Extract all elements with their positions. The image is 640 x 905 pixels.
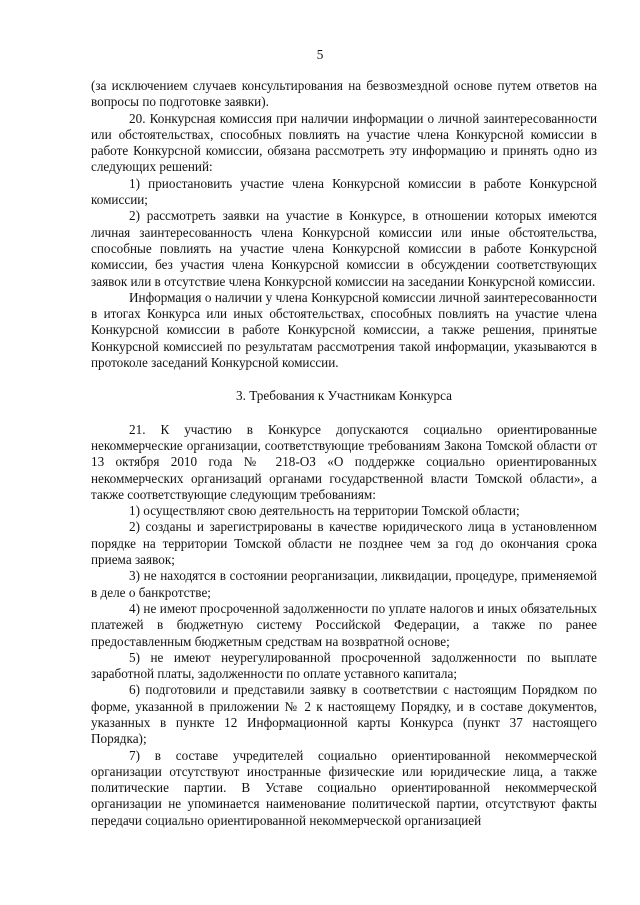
paragraph-continuation: (за исключением случаев консультирования на безвозмездной основе путем ответов на вопросы по подготовке заявки). (91, 78, 597, 110)
paragraph-item-21-2: 2) созданы и зарегистрированы в качестве юридического лица в установленном порядке на территории Томской области не позднее чем за год до окончания срока приема заявок; (91, 519, 597, 568)
paragraph-information: Информация о наличии у члена Конкурсной комиссии личной заинтересованности в итогах Конкурса или иных обстоятельствах, способных повлиять на участие члена Конкурсной комиссии в работе Конкурсной комиссии, а также решения, принятые Конкурсной комиссией по результатам рассмотрения такой информации, указываются в протоколе заседаний Конкурсной комиссии. (91, 289, 597, 371)
paragraph-item-21: 21. К участию в Конкурсе допускаются социально ориентированные некоммерческие организации, соответствующие требованиям Закона Томской области от 13 октября 2010 года № 218-ОЗ «О поддержке социально ориентированных некоммерческих организаций органами государственной власти Томской области», а также соответствующие следующим требованиям: (91, 421, 597, 502)
page-number: 5 (316, 47, 324, 62)
paragraph-item-21-4: 4) не имеют просроченной задолженности по уплате налогов и иных обязательных платежей в бюджетную систему Российской Федерации, а также по ранее предоставленным бюджетным средствам на возвратной основе; (91, 600, 597, 649)
paragraph-item-21-7: 7) в составе учредителей социально ориентированной некоммерческой организации отсутствуют иностранные физические или юридические лица, а также политические партии. В Уставе социально ориентированной некоммерческой организации не упоминается наименование политической партии, отсутствуют факты передачи социально ориентированной некоммерческой организацией (91, 747, 597, 828)
paragraph-item-21-3: 3) не находятся в состоянии реорганизации, ликвидации, процедуре, применяемой в деле о банкротстве; (91, 568, 597, 600)
paragraph-item-20-2: 2) рассмотреть заявки на участие в Конкурсе, в отношении которых имеются личная заинтересованность члена Конкурсной комиссии или иные обстоятельства, способные повлиять на участие члена Конкурсной комиссии в работе Конкурсной комиссии, без участия члена Конкурсной комиссии в обсуждении соответствующих заявок или в отсутствие члена Конкурсной комиссии на заседании Конкурсной комиссии. (91, 208, 597, 289)
paragraph-item-21-1: 1) осуществляют свою деятельность на территории Томской области; (129, 503, 520, 519)
paragraph-item-20: 20. Конкурсная комиссия при наличии информации о личной заинтересованности или обстоятельствах, способных повлиять на участие члена Конкурсной комиссии в работе Конкурсной комиссии, обязана рассмотреть эту информацию и принять одно из следующих решений: (91, 110, 597, 175)
paragraph-item-21-6: 6) подготовили и представили заявку в соответствии с настоящим Порядком по форме, указанной в приложении № 2 к настоящему Порядку, и в составе документов, указанных в пункте 12 Информационной карты Конкурса (пункт 37 настоящего Порядка); (91, 682, 597, 747)
paragraph-item-20-1: 1) приостановить участие члена Конкурсной комиссии в работе Конкурсной комиссии; (91, 175, 597, 208)
document-body (91, 78, 597, 829)
paragraph-item-21-5: 5) не имеют неурегулированной просроченной задолженности по выплате заработной платы, задолженности по оплате уставного капитала; (91, 649, 597, 682)
section-heading: 3. Требования к Участникам Конкурса (236, 388, 452, 404)
